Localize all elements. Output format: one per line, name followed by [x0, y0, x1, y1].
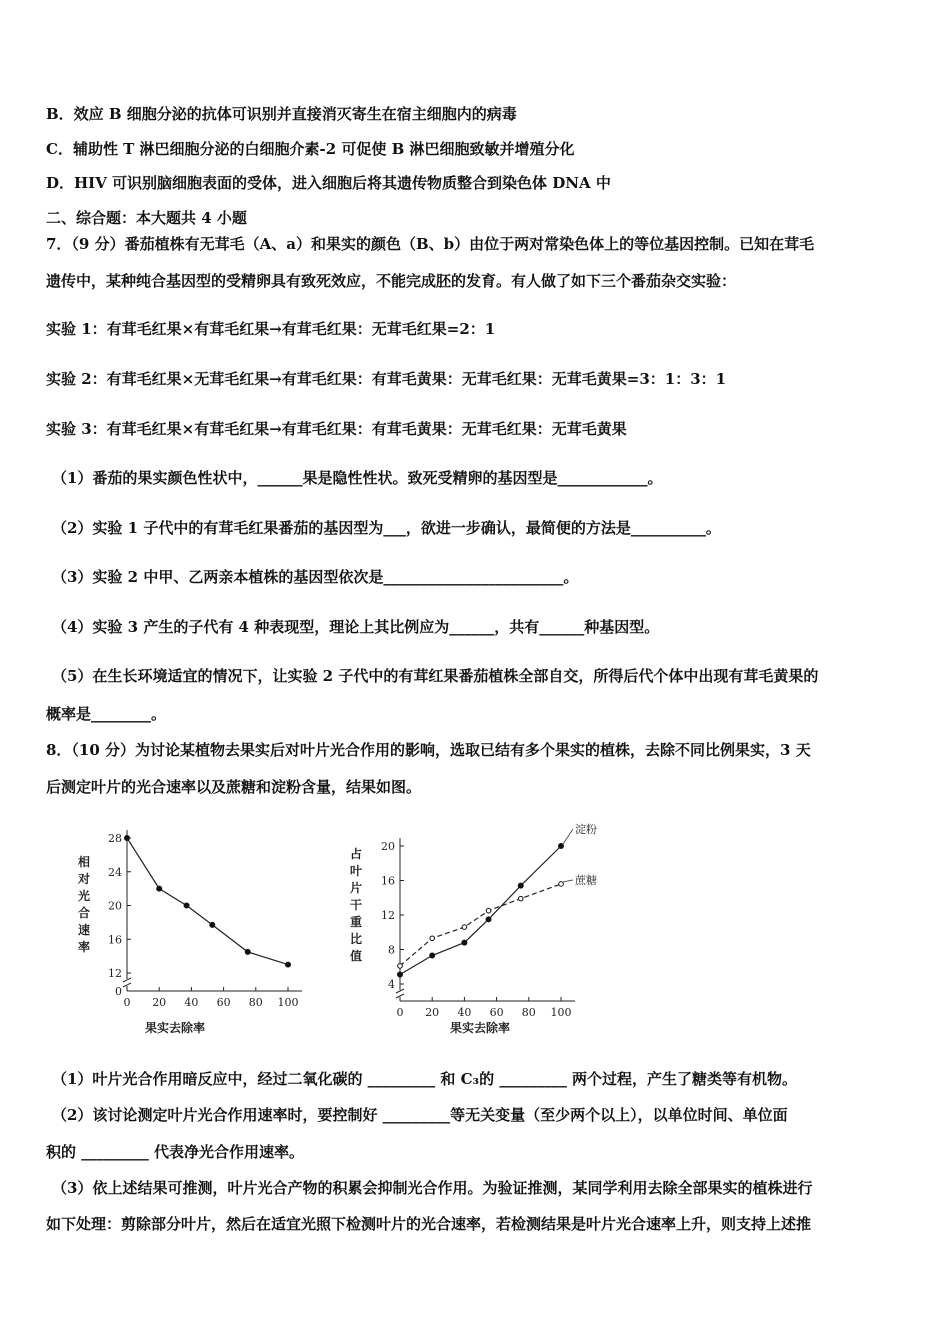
- y-tick-label: 4: [388, 978, 395, 991]
- legend-leader: [563, 880, 573, 882]
- x-tick-label: 40: [457, 1006, 472, 1019]
- series-line: [127, 838, 288, 965]
- data-point: [210, 922, 215, 927]
- q8-part-3-line-2: 如下处理：剪除部分叶片，然后在适宜光照下检测叶片的光合速率，若检测结果是叶片光合速率上升，则支持上述推: [46, 1215, 812, 1233]
- q7-part-2: （2）实验 1 子代中的有茸毛红果番茄的基因型为___，欲进一步确认，最简便的方法是__________。: [52, 519, 721, 537]
- legend-label: 蔗糖: [575, 873, 597, 887]
- y-axis-label-char: 叶: [349, 864, 363, 878]
- x-tick-label: 20: [425, 1006, 440, 1019]
- q7-part-1: （1）番茄的果实颜色性状中，______果是隐性性状。致死受精卵的基因型是____________。: [52, 469, 663, 487]
- data-point: [245, 949, 250, 954]
- y-tick-label: 28: [108, 832, 122, 845]
- q8-part-3-line-1: （3）依上述结果可推测，叶片光合产物的积累会抑制光合作用。为验证推测，某同学利用去除全部果实的植株进行: [52, 1179, 813, 1197]
- y-axis-label-char: 光: [77, 889, 91, 903]
- x-tick-label: 80: [521, 1006, 536, 1019]
- x-tick-label: 100: [277, 996, 299, 1009]
- y-tick-label: 12: [108, 967, 122, 980]
- data-point: [157, 886, 162, 891]
- data-point: [286, 962, 291, 967]
- data-point: [430, 953, 435, 958]
- data-point: [462, 940, 467, 945]
- q7-stem-1: 7．（9 分）番茄植株有无茸毛（A、a）和果实的颜色（B、b）由位于两对常染色体上的等位基因控制。已知在茸毛: [46, 235, 815, 253]
- q7-part-3: （3）实验 2 中甲、乙两亲本植株的基因型依次是________________________。: [52, 568, 579, 586]
- data-point: [184, 903, 189, 908]
- data-point: [486, 908, 491, 913]
- y-axis-label-char: 比: [349, 932, 363, 946]
- x-axis-label: 果实去除率: [144, 1021, 206, 1035]
- q7-part-5-line-1: （5）在生长环境适宜的情况下，让实验 2 子代中的有茸红果番茄植株全部自交，所得后代个体中出现有茸毛黄果的: [52, 667, 819, 685]
- y-tick-label: 12: [381, 909, 395, 922]
- y-axis-label-char: 值: [349, 949, 363, 963]
- q7-part-5-line-2: 概率是________。: [46, 705, 167, 723]
- option-d: D．HIV 可识别脑细胞表面的受体，进入细胞后将其遗传物质整合到染色体 DNA 中: [46, 174, 611, 192]
- y-axis-label-char: 片: [349, 881, 363, 895]
- y-tick-label: 24: [108, 865, 122, 879]
- data-point: [462, 925, 467, 930]
- x-tick-label: 60: [489, 1006, 504, 1019]
- x-tick-label: 20: [152, 996, 167, 1009]
- y-axis-label-char: 速: [77, 923, 91, 937]
- q7-stem-2: 遗传中，某种纯合基因型的受精卵具有致死效应，不能完成胚的发育。有人做了如下三个番茄杂交实验：: [46, 272, 737, 290]
- q8-stem-2: 后测定叶片的光合速率以及蔗糖和淀粉含量，结果如图。: [46, 778, 422, 796]
- y-tick-label: 8: [388, 943, 395, 957]
- data-point: [125, 836, 130, 841]
- x-tick-label: 0: [396, 1006, 404, 1019]
- series-line: [400, 884, 561, 966]
- y-axis-label-char: 对: [77, 872, 91, 886]
- x-tick-label: 100: [550, 1006, 572, 1019]
- data-point: [398, 972, 403, 977]
- data-point: [398, 964, 403, 969]
- experiment-3: 实验 3：有茸毛红果×有茸毛红果→有茸毛红果：有茸毛黄果：无茸毛红果：无茸毛黄果: [46, 420, 627, 438]
- y-axis-label-char: 重: [349, 915, 363, 929]
- data-point: [518, 896, 523, 901]
- q8-part-2-line-1: （2）该讨论测定叶片光合作用速率时，要控制好 _________等无关变量（至少两个以上），以单位时间、单位面: [52, 1106, 788, 1124]
- option-c: C．辅助性 T 淋巴细胞分泌的白细胞介素-2 可促使 B 淋巴细胞致敏并增殖分化: [46, 140, 575, 158]
- legend-label: 淀粉: [575, 823, 597, 836]
- y-axis-label-char: 合: [77, 906, 91, 920]
- y-axis-label-char: 干: [349, 898, 363, 912]
- x-tick-label: 40: [184, 996, 199, 1009]
- q8-part-2-line-2: 积的 _________ 代表净光合作用速率。: [46, 1143, 304, 1161]
- y-tick-label: 0: [115, 985, 122, 998]
- sugar-starch-chart: [340, 818, 620, 1043]
- photosynthesis-rate-chart: [70, 818, 320, 1043]
- x-tick-label: 80: [248, 996, 263, 1009]
- x-tick-label: 0: [123, 996, 131, 1009]
- y-tick-label: 20: [381, 840, 395, 853]
- data-point: [518, 883, 523, 888]
- q8-stem-1: 8．（10 分）为讨论某植物去果实后对叶片光合作用的影响，选取已结有多个果实的植株，去除不同比例果实，3 天: [46, 741, 811, 759]
- legend-leader: [563, 829, 573, 844]
- y-axis-label-char: 占: [349, 847, 363, 861]
- x-axis-label: 果实去除率: [449, 1021, 511, 1035]
- q8-part-1: （1）叶片光合作用暗反应中，经过二氧化碳的 _________ 和 C₃的 _________ 两个过程，产生了糖类等有机物。: [52, 1070, 798, 1088]
- experiment-1: 实验 1：有茸毛红果×有茸毛红果→有茸毛红果：无茸毛红果=2：1: [46, 320, 496, 338]
- y-axis-label-char: 相: [77, 855, 91, 869]
- data-point: [486, 917, 491, 922]
- y-tick-label: 16: [108, 933, 122, 947]
- y-axis-label: [77, 854, 90, 954]
- option-b: B．效应 B 细胞分泌的抗体可识别并直接消灭寄生在宿主细胞内的病毒: [46, 105, 517, 123]
- data-point: [559, 844, 564, 849]
- y-tick-label: 20: [108, 899, 122, 913]
- series-line: [400, 846, 561, 975]
- y-axis-label-char: 率: [77, 940, 91, 954]
- y-tick-label: 16: [381, 874, 395, 888]
- y-axis-label: [349, 846, 363, 963]
- data-point: [559, 882, 564, 887]
- experiment-2: 实验 2：有茸毛红果×无茸毛红果→有茸毛红果：有茸毛黄果：无茸毛红果：无茸毛黄果=3：1：3：1: [46, 370, 727, 388]
- q7-part-4: （4）实验 3 产生的子代有 4 种表现型，理论上其比例应为______，共有______种基因型。: [52, 618, 660, 636]
- data-point: [430, 936, 435, 941]
- section-heading: 二、综合题：本大题共 4 小题: [46, 209, 247, 227]
- x-tick-label: 60: [216, 996, 231, 1009]
